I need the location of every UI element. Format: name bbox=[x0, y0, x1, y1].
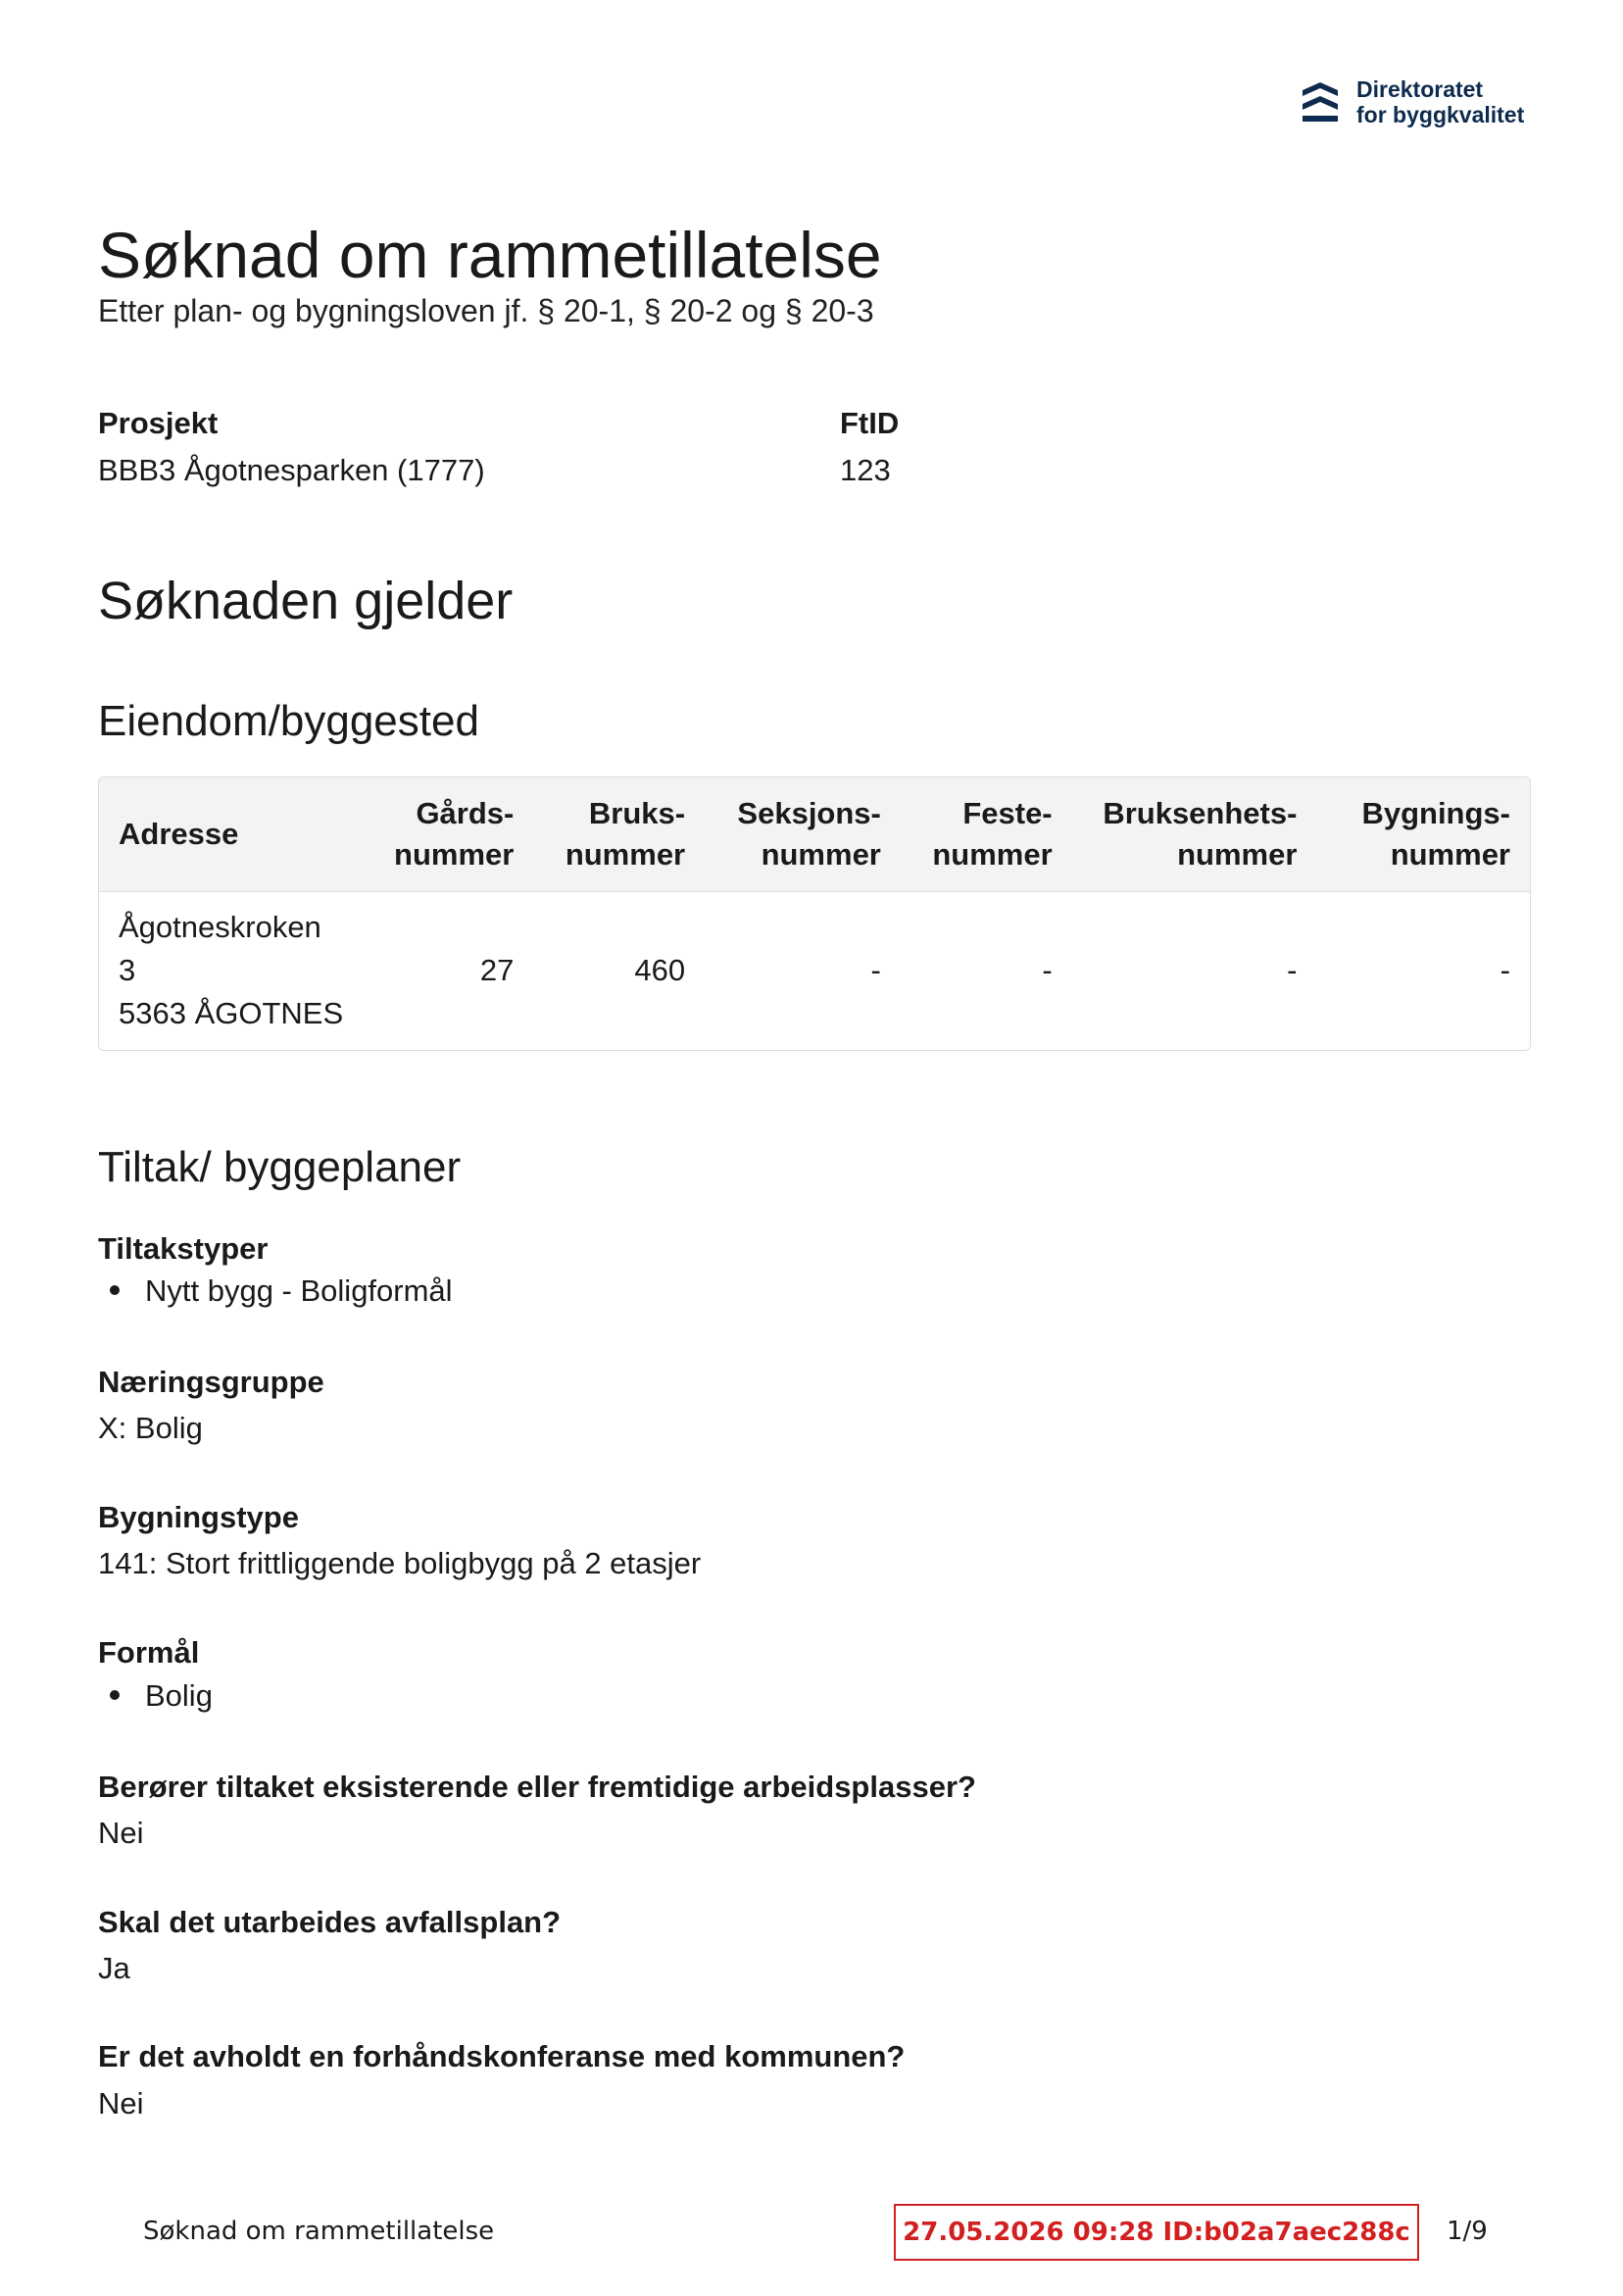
page-subtitle: Etter plan- og bygningsloven jf. § 20-1, § 20-2 og § 20-3 bbox=[98, 293, 874, 328]
formal-label: Formål bbox=[98, 1635, 200, 1670]
bullet-icon bbox=[110, 1690, 120, 1700]
table-row bbox=[99, 891, 1530, 1050]
property-heading: Eiendom/byggested bbox=[98, 697, 479, 745]
property-table bbox=[98, 776, 1531, 1051]
tiltak-heading: Tiltak/ byggeplaner bbox=[98, 1143, 462, 1191]
bygningstype-value: 141: Stort frittliggende boligbygg på 2 etasjer bbox=[98, 1546, 702, 1580]
cell-adresse bbox=[99, 891, 369, 1050]
column-header-seksjonsnummer: Seksjons- nummer bbox=[737, 795, 881, 872]
arbeidsplasser-label: Berører tiltaket eksisterende eller fremtidige arbeidsplasser? bbox=[98, 1770, 976, 1804]
cell-bruksnummer: 460 bbox=[634, 953, 686, 988]
list-item-tiltakstype: Nytt bygg - Boligformål bbox=[110, 1272, 453, 1311]
column-header-bygningsnummer: Bygnings- nummer bbox=[1361, 795, 1510, 872]
dibk-logo-text bbox=[1356, 76, 1524, 127]
logo-line-1: Direktoratet bbox=[1356, 76, 1484, 102]
column-header-adresse: Adresse bbox=[119, 816, 239, 851]
cell-bygningsnummer: - bbox=[1500, 953, 1510, 988]
cell-bruksenhetsnummer: - bbox=[1287, 953, 1298, 988]
ftid-label: FtID bbox=[840, 406, 900, 440]
address-street: Ågotneskroken bbox=[119, 910, 321, 945]
bullet-icon bbox=[110, 1285, 120, 1295]
table-header-row bbox=[99, 777, 1530, 891]
list-item-formal: Bolig bbox=[110, 1676, 213, 1716]
project-value: BBB3 Ågotnesparken (1777) bbox=[98, 453, 485, 487]
logo-line-2: for byggkvalitet bbox=[1356, 102, 1525, 127]
tiltakstyper-label: Tiltakstyper bbox=[98, 1231, 269, 1266]
bygningstype-label: Bygningstype bbox=[98, 1500, 299, 1534]
cell-gardsnummer: 27 bbox=[479, 953, 515, 988]
section-heading: Søknaden gjelder bbox=[98, 572, 514, 630]
column-header-bruksenhetsnummer: Bruksenhets- nummer bbox=[1103, 795, 1298, 872]
address-number: 3 bbox=[119, 953, 136, 988]
arbeidsplasser-value: Nei bbox=[98, 1816, 144, 1850]
naeringsgruppe-value: X: Bolig bbox=[98, 1411, 203, 1445]
address-postal: 5363 ÅGOTNES bbox=[119, 996, 344, 1031]
column-header-bruksnummer: Bruks- nummer bbox=[565, 795, 686, 872]
footer-doc-title: Søknad om rammetillatelse bbox=[143, 2217, 495, 2246]
dibk-logo-icon bbox=[1300, 78, 1341, 125]
cell-festenummer: - bbox=[1042, 953, 1053, 988]
naeringsgruppe-label: Næringsgruppe bbox=[98, 1365, 324, 1399]
avfallsplan-value: Ja bbox=[98, 1951, 130, 1985]
cell-seksjonsnummer: - bbox=[870, 953, 881, 988]
page-title: Søknad om rammetillatelse bbox=[98, 219, 882, 291]
dibk-logo bbox=[1300, 76, 1524, 127]
project-label: Prosjekt bbox=[98, 406, 219, 440]
forhandskonferanse-label: Er det avholdt en forhåndskonferanse med kommunen? bbox=[98, 2039, 906, 2073]
ftid-value: 123 bbox=[840, 453, 891, 487]
avfallsplan-label: Skal det utarbeides avfallsplan? bbox=[98, 1905, 562, 1939]
column-header-gardsnummer: Gårds- nummer bbox=[394, 795, 515, 872]
footer-timestamp-stamp: 27.05.2026 09:28 ID:b02a7aec288c bbox=[894, 2204, 1419, 2261]
column-header-festenummer: Feste- nummer bbox=[932, 795, 1053, 872]
footer-page-number: 1/9 bbox=[1447, 2217, 1488, 2246]
forhandskonferanse-value: Nei bbox=[98, 2086, 144, 2121]
